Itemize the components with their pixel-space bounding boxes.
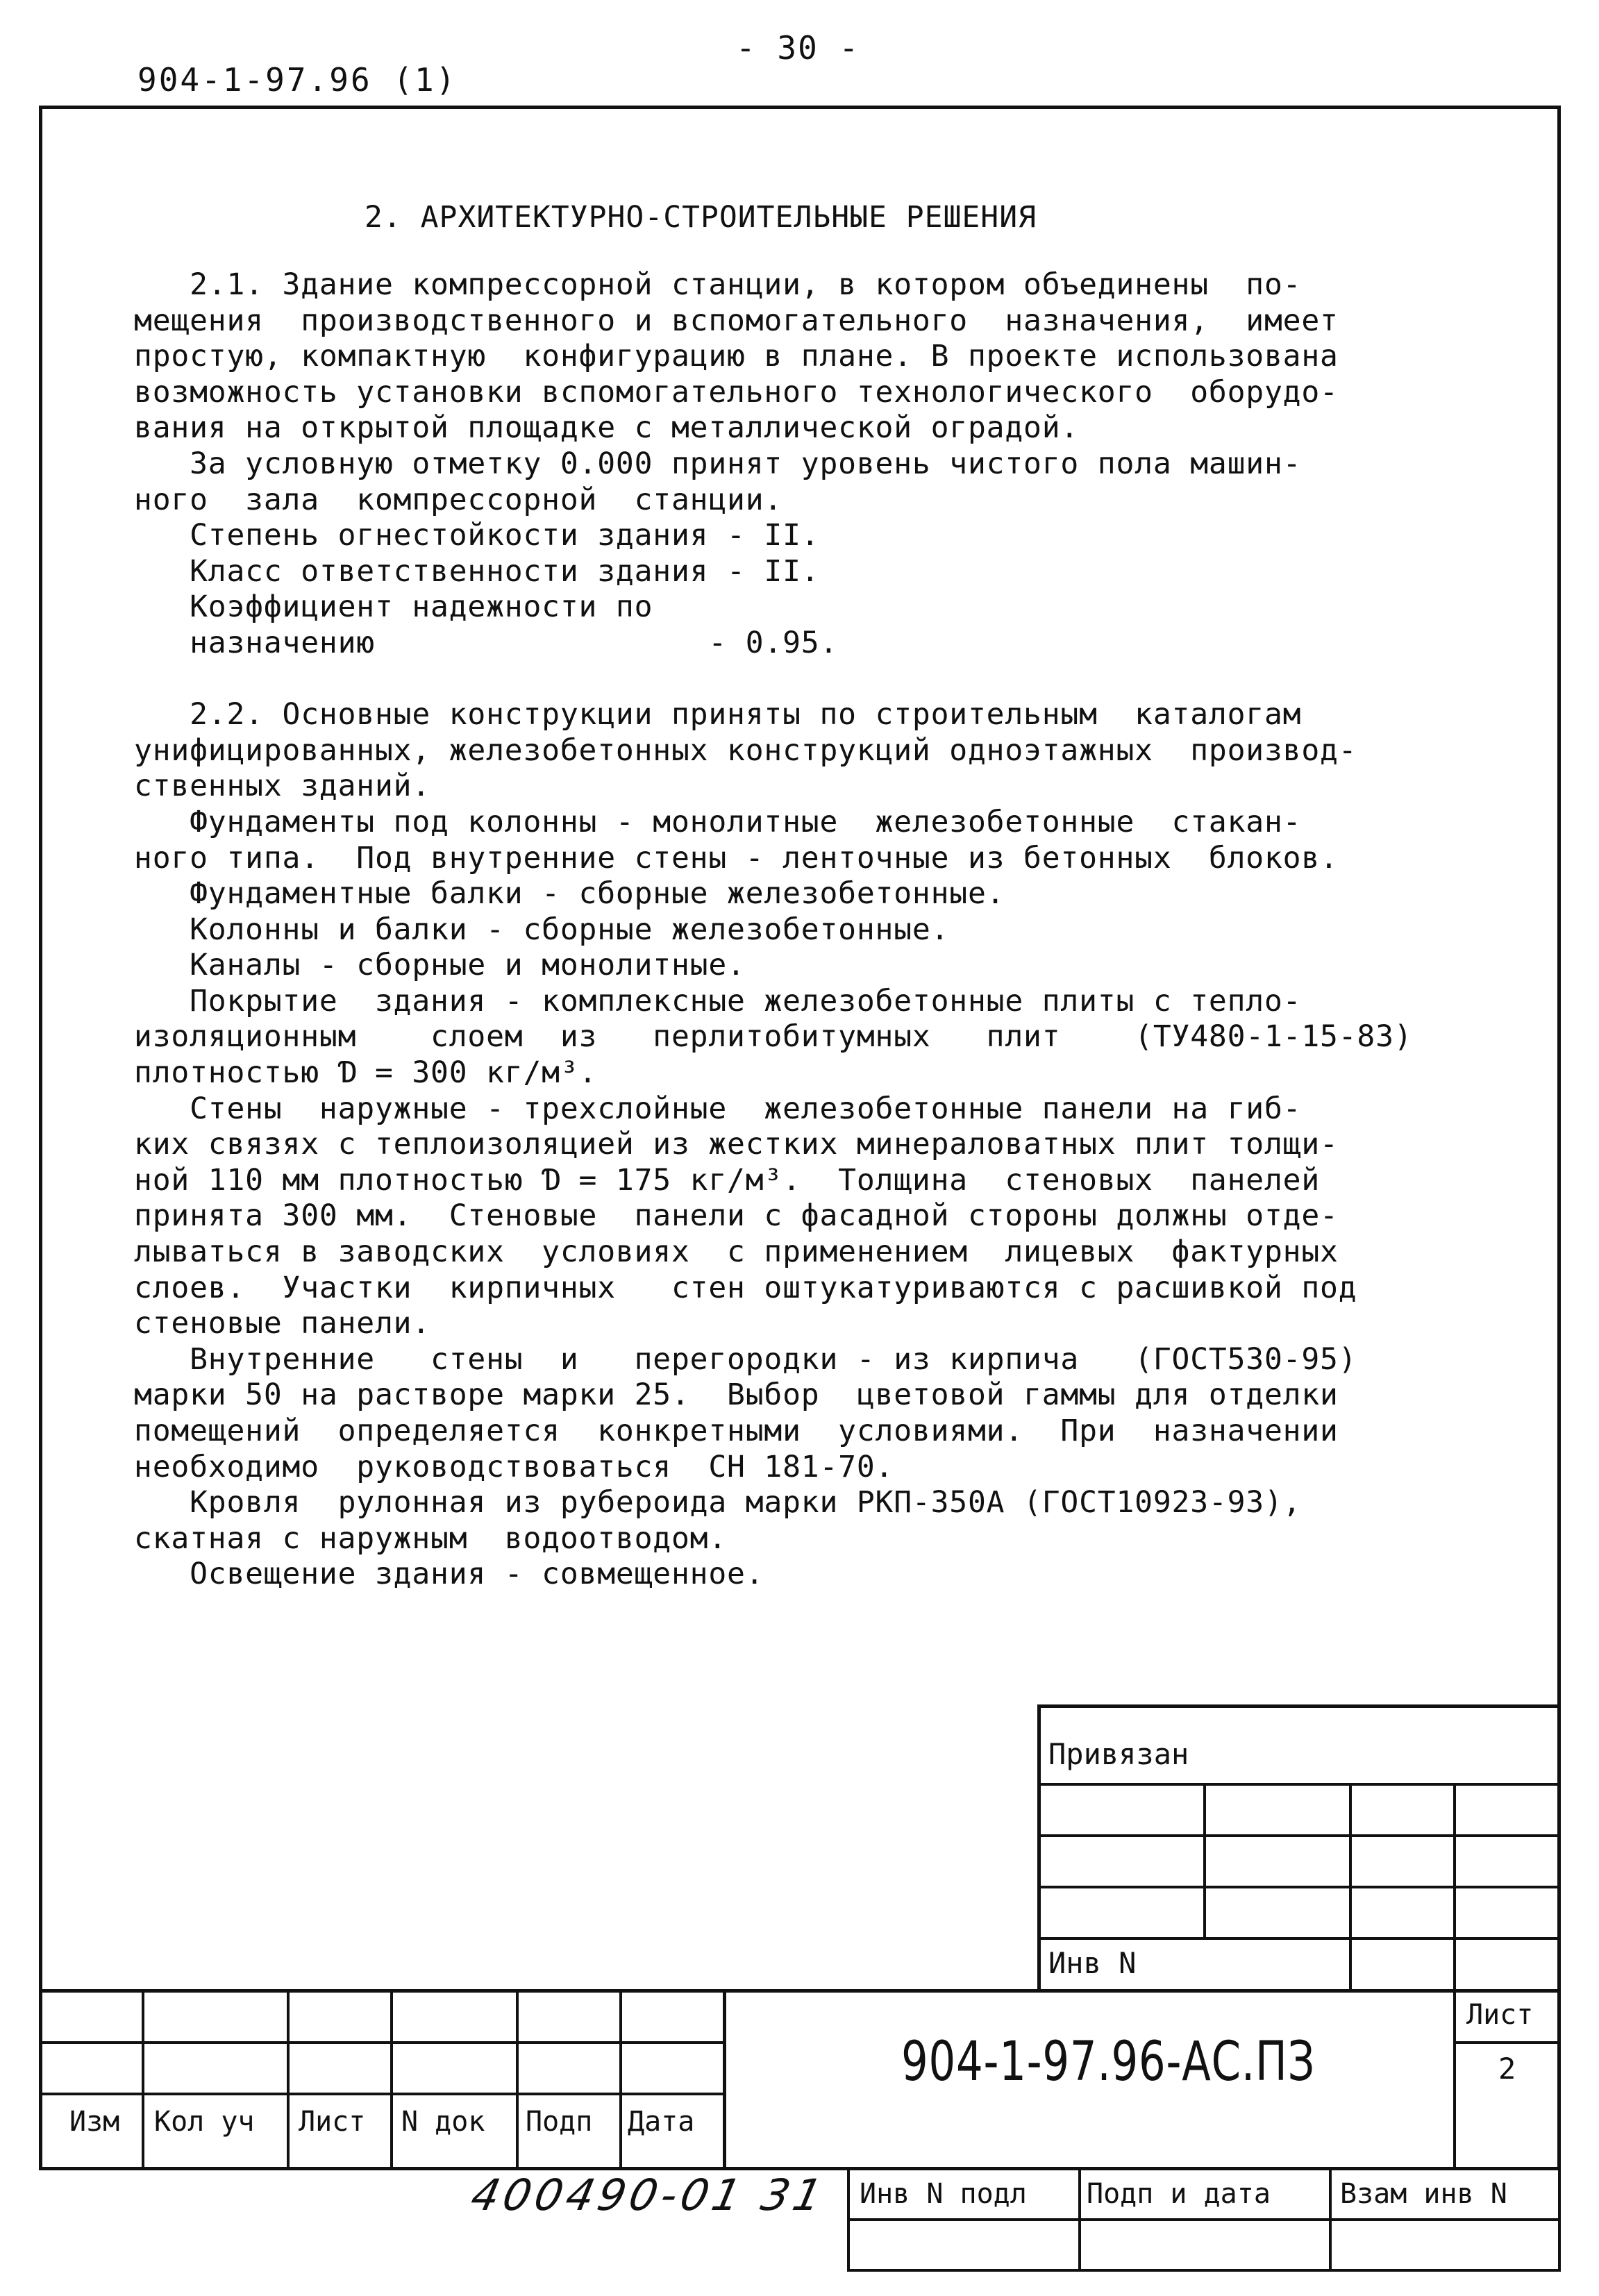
column-podp: Подп <box>526 2106 593 2138</box>
stamp-line <box>1037 1937 1561 1940</box>
stamp-line <box>1037 1834 1561 1837</box>
body-line: Внутренние стены и перегородки - из кирпича (ГОСТ530-95) <box>134 1341 1357 1377</box>
body-line: мещения производственного и вспомогательного назначения, имеет <box>134 303 1339 338</box>
stamp-line <box>847 2218 1561 2221</box>
handwritten-inventory-number: 400490-01 31 <box>467 2170 831 2220</box>
column-list: Лист <box>299 2106 366 2138</box>
stamp-line <box>1203 1783 1206 1937</box>
body-line: Класс ответственности здания - II. <box>134 553 820 589</box>
stamp-line <box>847 2269 1561 2272</box>
body-line: унифицированных, железобетонных конструкций одноэтажных производ- <box>134 732 1357 768</box>
sheet-label: Лист <box>1466 1999 1534 2031</box>
stamp-line <box>1349 1783 1352 1989</box>
body-line: Кровля рулонная из рубероида марки РКП-350А (ГОСТ10923-93), <box>134 1485 1302 1520</box>
stamp-line <box>1037 1783 1561 1786</box>
document-code-header: 904-1-97.96 (1) <box>137 61 458 99</box>
body-line: лываться в заводских условиях с применением лицевых фактурных <box>134 1234 1339 1270</box>
stamp-line <box>142 1989 144 2170</box>
body-line: возможность установки вспомогательного технологического оборудо- <box>134 374 1339 410</box>
body-line: Колонны и балки - сборные железобетонные. <box>134 912 950 947</box>
body-line: ного типа. Под внутренние стены - ленточные из бетонных блоков. <box>134 840 1339 875</box>
stamp-line <box>847 2168 850 2272</box>
body-line: Освещение здания - совмещенное. <box>134 1557 764 1592</box>
body-line: ких связях с теплоизоляцией из жестких минераловатных плит толщи- <box>134 1127 1339 1162</box>
stamp-line <box>287 1989 290 2170</box>
body-line: ственных зданий. <box>134 769 431 804</box>
stamp-line <box>1453 2041 1561 2044</box>
stamp-line <box>847 2168 1561 2170</box>
vzam-inv-n-label: Взам инв N <box>1340 2178 1507 2210</box>
stamp-line <box>1453 1989 1456 2170</box>
body-line: необходимо руководствоваться СН 181-70. <box>134 1449 894 1484</box>
body-line: Степень огнестойкости здания - II. <box>134 518 820 553</box>
stamp-line <box>390 1989 393 2170</box>
body-line: Фундаменты под колонны - монолитные железобетонные стакан- <box>134 804 1302 839</box>
body-line: плотностью Ɗ = 300 кг/м³. <box>134 1055 598 1091</box>
sheet-number: 2 <box>1498 2052 1516 2086</box>
stamp-line <box>1329 2168 1332 2272</box>
inv-n-label: Инв N <box>1048 1946 1137 1980</box>
body-line: ного зала компрессорной станции. <box>134 482 783 517</box>
stamp-line <box>39 1989 1561 1993</box>
stamp-line <box>619 1989 622 2170</box>
body-line: Стены наружные - трехслойные железобетонные панели на гиб- <box>134 1091 1302 1126</box>
stamp-line <box>1037 1704 1561 1708</box>
stamp-line <box>723 1989 726 2170</box>
stamp-line <box>1037 1704 1041 1989</box>
body-line: За условную отметку 0.000 принят уровень чистого пола машин- <box>134 446 1302 481</box>
body-line: изоляционным слоем из перлитобитумных плит (ТУ480-1-15-83) <box>134 1019 1413 1055</box>
body-line: назначению - 0.95. <box>134 625 839 660</box>
section-title: 2. АРХИТЕКТУРНО-СТРОИТЕЛЬНЫЕ РЕШЕНИЯ <box>365 200 1037 235</box>
body-line: принята 300 мм. Стеновые панели с фасадной стороны должны отде- <box>134 1198 1339 1234</box>
body-line: 2.2. Основные конструкции приняты по строительным каталогам <box>134 697 1302 732</box>
body-line: скатная с наружным водоотводом. <box>134 1520 728 1556</box>
stamp-line <box>1558 2168 1561 2272</box>
privyazan-label: Привязан <box>1048 1737 1189 1771</box>
body-line: Фундаментные балки - сборные железобетонные. <box>134 876 1005 912</box>
body-text <box>134 267 1495 1593</box>
column-kol-uch: Кол уч <box>154 2106 255 2138</box>
title-block-document-code: 904-1-97.96-АС.ПЗ <box>901 2031 1316 2093</box>
body-line-blank <box>134 662 1495 698</box>
stamp-line <box>1078 2168 1081 2272</box>
body-line: Коэффициент надежности по <box>134 589 653 625</box>
body-line: простую, компактную конфигурацию в плане. В проекте использована <box>134 339 1339 374</box>
page-number: - 30 - <box>736 29 860 67</box>
body-line: ной 110 мм плотностью Ɗ = 175 кг/м³. Толщина стеновых панелей <box>134 1162 1321 1198</box>
stamp-line <box>516 1989 519 2170</box>
body-line: марки 50 на растворе марки 25. Выбор цветовой гаммы для отделки <box>134 1377 1339 1413</box>
body-line: Покрытие здания - комплексные железобетонные плиты с тепло- <box>134 983 1302 1019</box>
stamp-line <box>1453 1783 1456 1989</box>
podp-i-data-label: Подп и дата <box>1087 2178 1271 2210</box>
body-line: помещений определяется конкретными условиями. При назначении <box>134 1414 1339 1448</box>
stamp-line <box>1037 1886 1561 1888</box>
body-line: слоев. Участки кирпичных стен оштукатуриваются с расшивкой под <box>134 1270 1357 1305</box>
column-izm: Изм <box>69 2106 120 2138</box>
body-line: вания на открытой площадке с металлической оградой. <box>134 410 1080 446</box>
body-line: 2.1. Здание компрессорной станции, в котором объединены по- <box>134 267 1302 302</box>
column-data: Дата <box>628 2106 695 2138</box>
inv-n-podl-label: Инв N подл <box>860 2178 1027 2210</box>
column-n-dok: N док <box>401 2106 485 2138</box>
body-line: стеновые панели. <box>134 1306 431 1341</box>
body-line: Каналы - сборные и монолитные. <box>134 948 746 983</box>
